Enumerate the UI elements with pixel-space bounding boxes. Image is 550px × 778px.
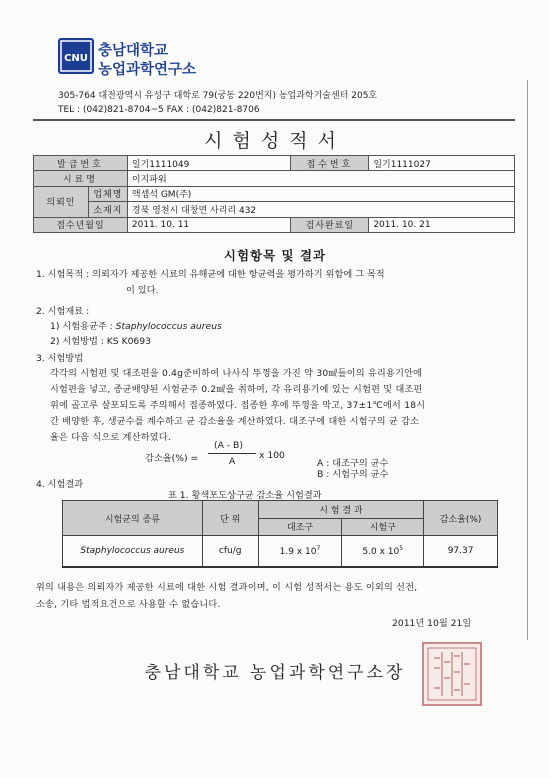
formula-fraction-bar	[208, 453, 256, 454]
company-value: 액셈석 GM(주)	[127, 186, 514, 201]
issue-no-label: 발급번호	[34, 156, 128, 171]
svg-text:CNU: CNU	[64, 53, 88, 64]
col-result-group-header: 시 험 결 과	[258, 501, 424, 519]
test-done-value: 2011. 10. 21	[369, 217, 515, 232]
university-name: 충남대학교	[98, 43, 169, 59]
materials-heading: 2. 시험재료 :	[36, 306, 90, 317]
method-line-5: 율은 다음 식으로 계산하였다.	[50, 433, 171, 443]
col-unit-header: 단 위	[202, 501, 258, 536]
row-test-base: 5.0 x 10	[362, 547, 400, 557]
company-label: 업체명	[88, 186, 127, 201]
row-test	[342, 536, 424, 568]
col-strain-header: 시험균의 종류	[63, 501, 203, 536]
strain-label: 1) 시험용균주 :	[50, 321, 116, 332]
note-line-1: 위의 내용은 의뢰자가 제공한 시료에 대한 시험 결과이며, 이 시험 성적서는 용도 이외의 선전,	[36, 583, 418, 593]
row-control-exp: 7	[316, 545, 321, 552]
method-line-4: 간 배양한 후, 생균수를 계수하고 균 감소율을 계산하였다. 대조구에 대한 시험구의 균 감소	[50, 417, 420, 427]
formula-denominator: A	[229, 456, 236, 467]
formula-numerator: (A - B)	[214, 440, 243, 451]
note-line-2: 소송, 기타 법적요건으로 사용할 수 없습니다.	[36, 600, 221, 610]
row-unit: cfu/g	[202, 536, 258, 568]
formula-multiplier: x 100	[259, 450, 285, 461]
legend-b: B : 시험구의 균수	[317, 469, 389, 480]
institute-name: 농업과학연구소	[98, 62, 197, 78]
method-ref-line: 2) 시험방법 : KS K0693	[50, 336, 151, 347]
row-control	[258, 536, 342, 568]
col-test-header: 시험구	[342, 518, 424, 536]
binding-line	[527, 80, 528, 640]
results-heading: 4. 시험결과	[36, 479, 84, 490]
section-title: 시험항목 및 결과	[223, 248, 327, 263]
client-label: 의뢰인	[34, 186, 89, 217]
method-heading: 3. 시험방법	[36, 353, 84, 364]
issue-date: 2011년 10월 21일	[392, 618, 472, 629]
method-line-2: 시험편을 넣고, 종균배양된 시험균주 0.2㎖을 취하여, 각 유리용기에 있는 시험편 및 대조편	[50, 385, 423, 395]
row-control-base: 1.9 x 10	[279, 547, 317, 557]
row-strain: Staphylococcus aureus	[63, 536, 203, 568]
institute-contact: TEL : (042)821-8704~5 FAX : (042)821-8706	[58, 105, 260, 115]
results-table	[62, 500, 498, 568]
header-divider	[33, 119, 515, 121]
receipt-no-label: 접수번호	[291, 156, 369, 171]
strain-name: Staphylococcus aureus	[115, 321, 222, 332]
table-row	[63, 536, 498, 568]
method-line-1: 각각의 시험편 및 대조편을 0.4g준비하여 나사식 뚜껑을 가진 약 30㎖들이의 유리용기안에	[50, 369, 423, 379]
purpose-line-cont: 이 있다.	[126, 285, 159, 296]
logo-mark-icon	[58, 38, 94, 74]
university-logo	[58, 38, 94, 74]
legend-a: A : 대조구의 균수	[317, 458, 389, 469]
col-control-header: 대조구	[258, 518, 342, 536]
issue-no-value: 일기1111049	[127, 156, 291, 171]
test-done-label: 검사완료일	[291, 217, 369, 232]
receipt-date-label: 접수년월일	[34, 217, 128, 232]
formula-lhs: 감소율(%) =	[145, 453, 199, 464]
table-caption: 표 1. 황색포도상구균 감소율 시험결과	[168, 490, 322, 501]
strain-line	[50, 318, 222, 332]
signatory-name: 충남대학교 농업과학연구소장	[144, 663, 406, 683]
location-label: 소재지	[88, 202, 127, 217]
location-value: 경북 영천시 대창면 사리리 432	[127, 202, 514, 217]
document-title: 시험성적서	[204, 130, 346, 152]
institute-address: 305-764 대전광역시 유성구 대학로 79(궁동 220번지) 농업과학기술센터 205호	[58, 91, 378, 101]
purpose-line: 1. 시험목적 : 의뢰자가 제공한 시료의 유해균에 대한 항균력을 평가하기 위함에 그 목적	[36, 269, 385, 280]
method-line-3: 위에 골고루 살포되도록 주의해서 접종하였다. 접종한 후에 뚜껑을 막고, 37±1℃에서 18시	[50, 401, 426, 411]
receipt-no-value: 일기1111027	[369, 156, 515, 171]
receipt-date-value: 2011. 10. 11	[127, 217, 291, 232]
row-rate: 97.37	[424, 536, 498, 568]
col-rate-header: 감소율(%)	[424, 501, 498, 536]
sample-value: 이지파워	[127, 171, 514, 186]
report-info-table	[33, 155, 515, 233]
row-test-exp: 5	[399, 545, 404, 552]
sample-label: 시료명	[34, 171, 128, 186]
